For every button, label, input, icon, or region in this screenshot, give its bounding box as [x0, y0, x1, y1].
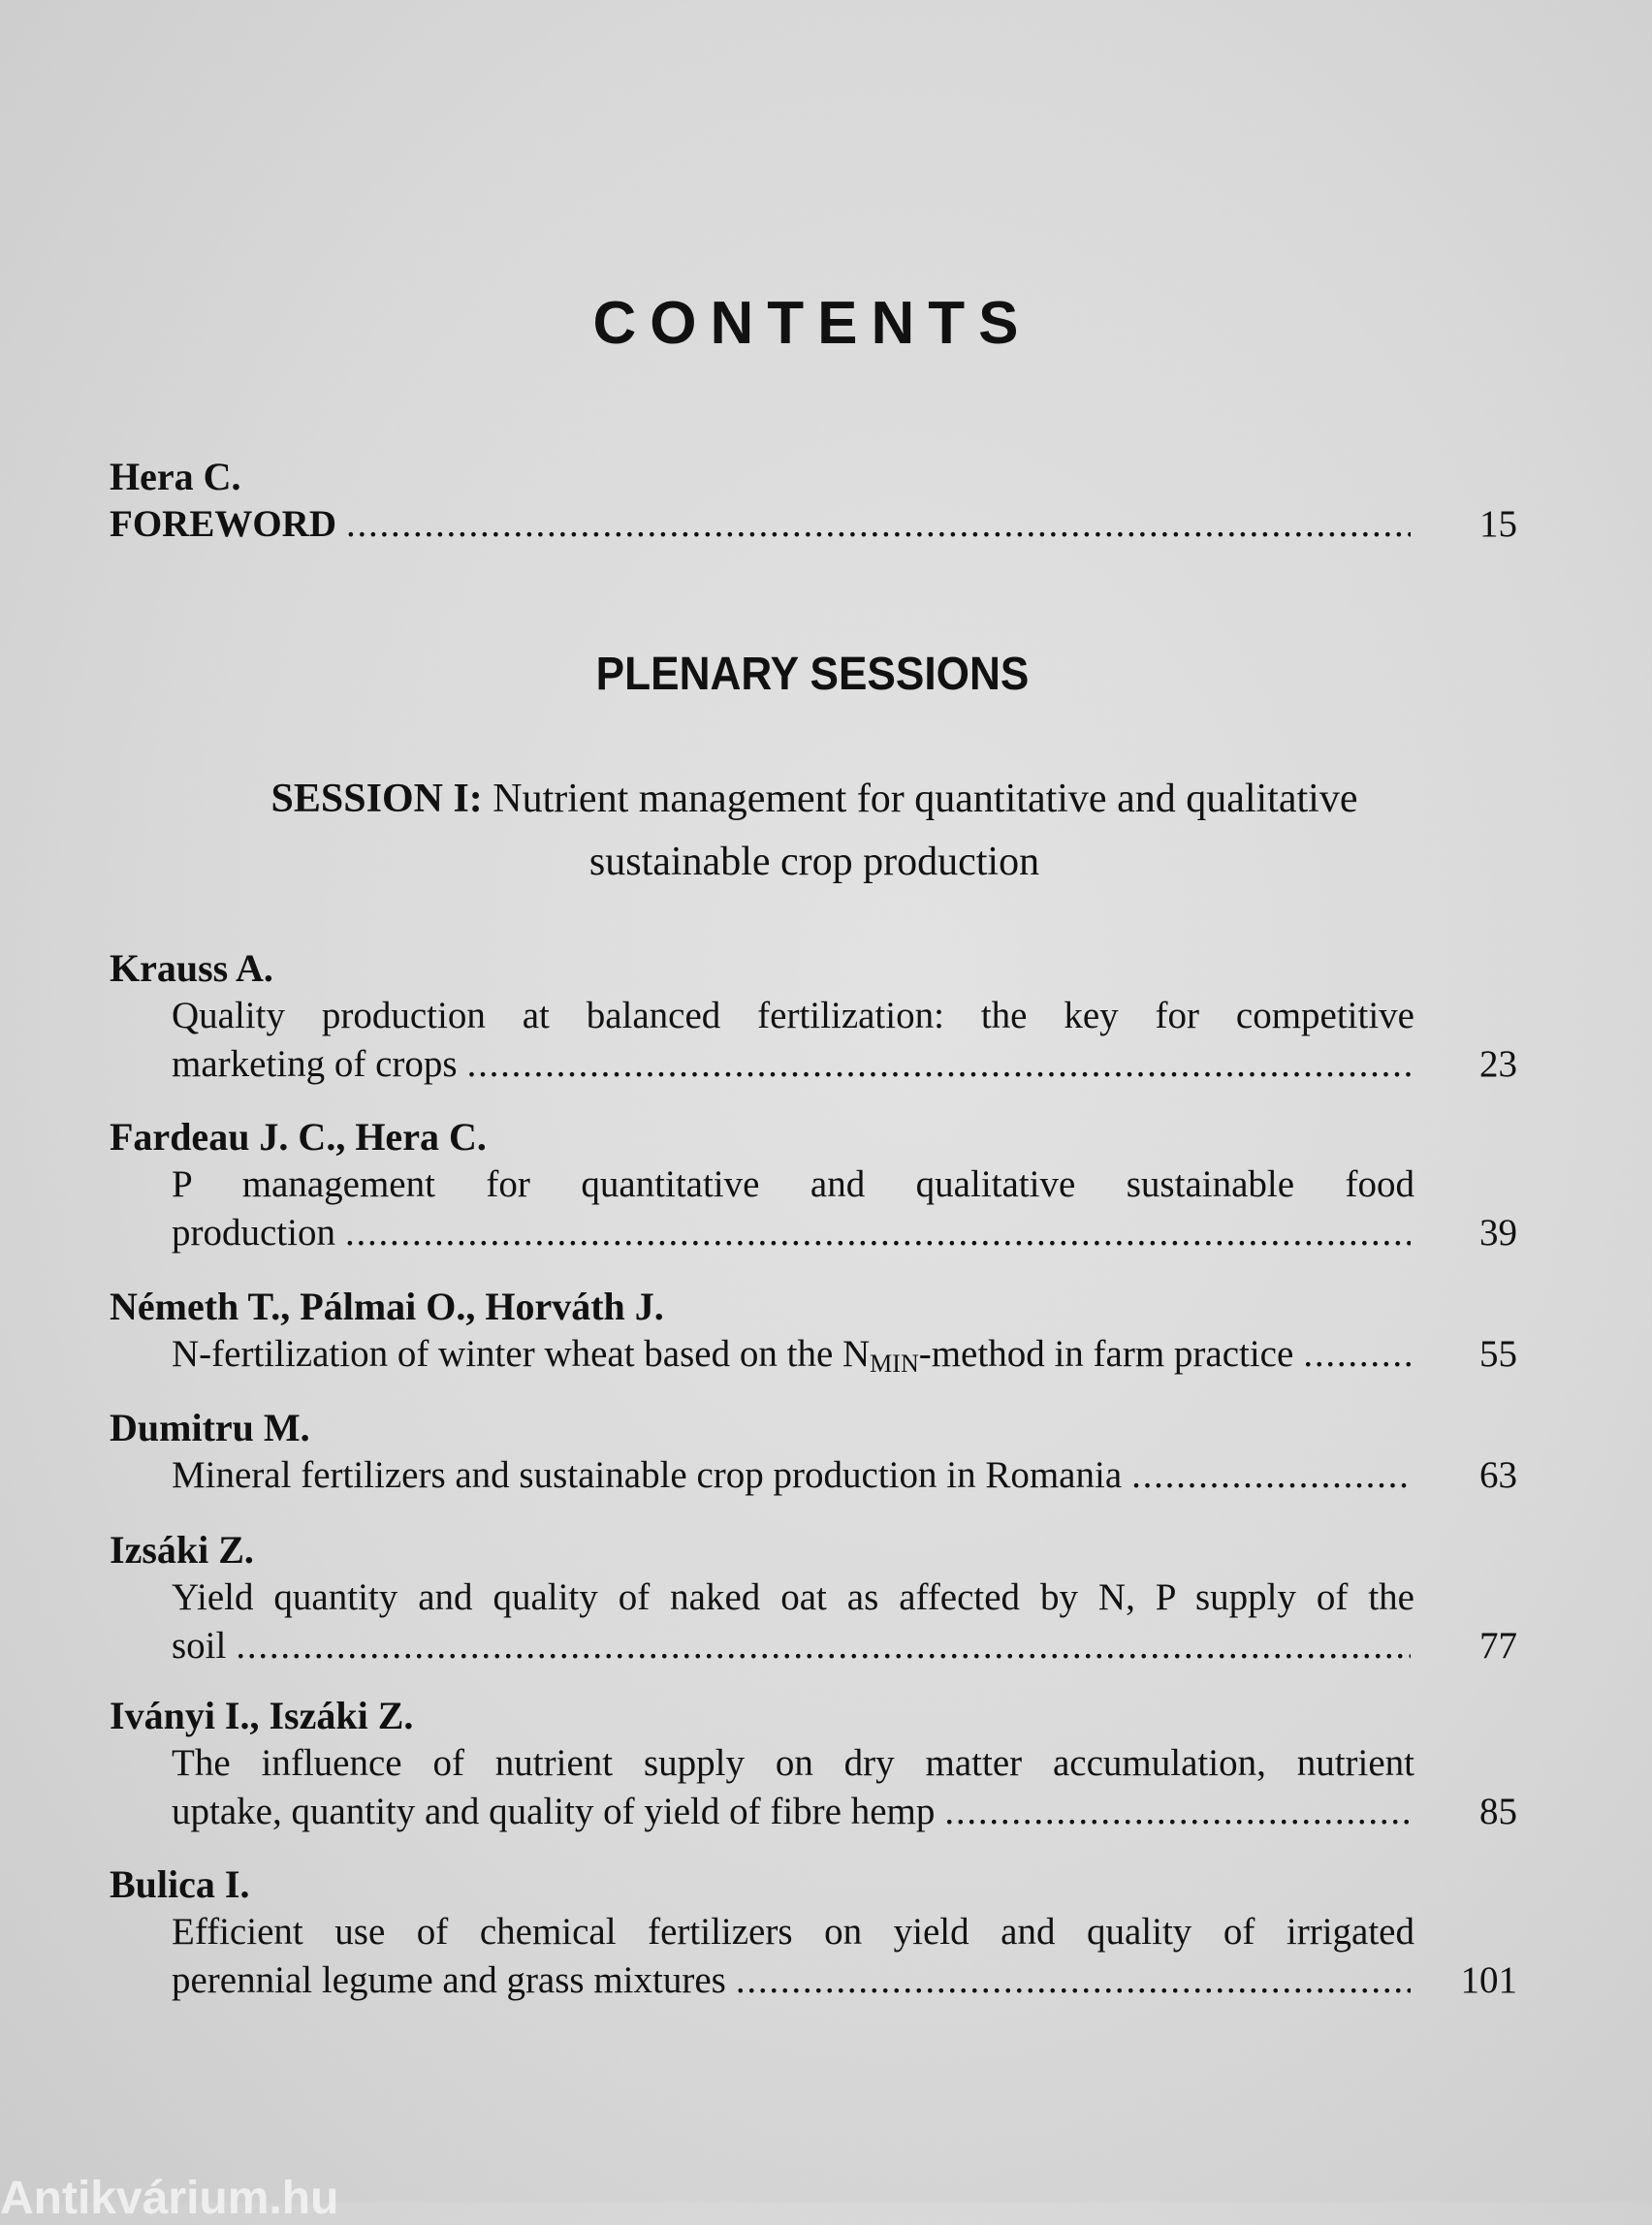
entry-title-line	[172, 1209, 1517, 1257]
entry-author: Krauss A.	[110, 946, 273, 990]
toc-entry[interactable]	[110, 1527, 1517, 1670]
entry-title-line	[172, 1040, 1517, 1089]
entry-author: Németh T., Pálmai O., Horváth J.	[110, 1285, 664, 1328]
toc-entry[interactable]	[110, 1693, 1517, 1836]
dot-leader	[346, 500, 1411, 549]
entry-title-last: uptake, quantity and quality of yield of fibre hemp	[172, 1791, 936, 1832]
entry-title-last: production	[172, 1212, 335, 1254]
session-label: SESSION I:	[270, 777, 483, 821]
toc-entry[interactable]	[110, 945, 1517, 1089]
entry-author: Iványi I., Iszáki Z.	[110, 1694, 414, 1737]
page-number: 85	[1479, 1791, 1517, 1832]
entry-title-line: P management for quantitative and qualitative sustainable food	[172, 1163, 1414, 1205]
toc-entry[interactable]	[110, 1114, 1517, 1257]
dot-leader	[736, 1956, 1411, 2005]
page-number: 77	[1479, 1625, 1517, 1667]
session-title-1: Nutrient management for quantitative and qualitative	[492, 777, 1358, 821]
toc-entry[interactable]	[110, 1861, 1517, 2005]
entry-title-line: Efficient use of chemical fertilizers on yield and quality of irrigated	[172, 1911, 1414, 1953]
entry-title-line	[172, 1330, 1517, 1388]
plenary-sessions-heading: PLENARY SESSIONS	[595, 649, 1030, 700]
entry-title-last	[172, 1330, 1293, 1388]
session-title-2: sustainable crop production	[588, 840, 1040, 884]
entry-title-last: Mineral fertilizers and sustainable crop production in Romania	[172, 1454, 1123, 1496]
page-number: 101	[1460, 1959, 1517, 2001]
entry-title-last: marketing of crops	[172, 1043, 458, 1085]
watermark: Antikvárium.hu	[0, 2173, 339, 2224]
toc-entry[interactable]	[110, 1284, 1517, 1388]
entry-title-last: soil	[172, 1625, 227, 1667]
page-number: 39	[1479, 1212, 1517, 1254]
page-number: 63	[1479, 1454, 1517, 1496]
page-number: 23	[1479, 1043, 1517, 1085]
contents-heading: CONTENTS	[592, 290, 1032, 357]
entry-title-line	[110, 500, 1517, 549]
entry-title-line	[172, 1956, 1517, 2005]
toc-entry[interactable]	[110, 1405, 1517, 1500]
entry-title: FOREWORD	[110, 503, 336, 545]
dot-leader	[345, 1209, 1411, 1257]
entry-author: Hera C.	[110, 455, 241, 498]
toc-entry-foreword[interactable]	[110, 454, 1517, 549]
entry-title-line: The influence of nutrient supply on dry matter accumulation, nutrient	[172, 1742, 1414, 1784]
page-number: 15	[1479, 503, 1517, 545]
dot-leader	[944, 1788, 1411, 1836]
subscript: MIN	[870, 1350, 919, 1378]
entry-author: Bulica I.	[110, 1862, 250, 1906]
entry-title-line	[172, 1788, 1517, 1836]
entry-title-line: Quality production at balanced fertilization: the key for competitive	[172, 995, 1414, 1036]
entry-title-line	[172, 1451, 1517, 1500]
entry-title-line	[172, 1622, 1517, 1670]
entry-author: Dumitru M.	[110, 1406, 310, 1449]
dot-leader	[236, 1622, 1411, 1670]
dot-leader	[1131, 1451, 1411, 1500]
entry-author: Fardeau J. C., Hera C.	[110, 1115, 487, 1159]
page-number: 55	[1479, 1333, 1517, 1375]
dot-leader	[467, 1040, 1411, 1089]
entry-title-last: perennial legume and grass mixtures	[172, 1959, 726, 2001]
entry-author: Izsáki Z.	[110, 1528, 254, 1572]
session-heading	[126, 768, 1503, 894]
title-part: -method in farm practice	[918, 1333, 1294, 1375]
entry-title-line: Yield quantity and quality of naked oat as affected by N, P supply of the	[172, 1576, 1414, 1618]
dot-leader	[1303, 1330, 1411, 1379]
title-part: N-fertilization of winter wheat based on the N	[172, 1333, 871, 1375]
